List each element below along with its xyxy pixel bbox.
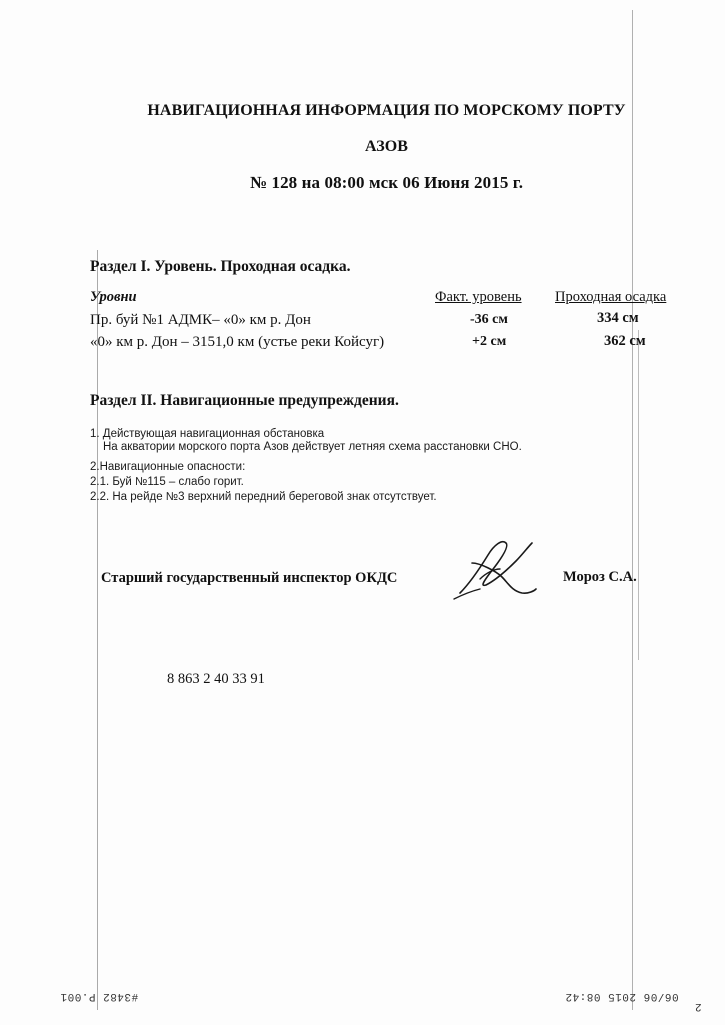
level-row-draft: 362 см: [604, 333, 646, 349]
issue-number-date: № 128 на 08:00 мск 06 Июня 2015 г.: [249, 173, 524, 192]
level-row-name: Пр. буй №1 АДМК– «0» км р. Дон: [90, 312, 311, 328]
section-2-heading: Раздел II. Навигационные предупреждения.: [90, 392, 399, 409]
column-header-levels: Уровни: [90, 289, 137, 305]
document-title: НАВИГАЦИОННАЯ ИНФОРМАЦИЯ ПО МОРСКОМУ ПОРТУ: [147, 102, 626, 119]
contact-phone: 8 863 2 40 33 91: [167, 671, 265, 687]
level-row-fact: +2 см: [472, 334, 507, 349]
warning-item: 2.2. На рейде №3 верхний передний береговой знак отсутствует.: [90, 491, 437, 503]
scan-artifact-line: [632, 10, 633, 1010]
handwritten-signature: [450, 533, 540, 603]
warning-item: 1. Действующая навигационная обстановка: [90, 428, 325, 440]
signer-title: Старший государственный инспектор ОКДС: [101, 570, 398, 586]
level-row-fact: -36 см: [470, 312, 508, 327]
port-name: АЗОВ: [364, 138, 409, 155]
warning-item: 2.Навигационные опасности:: [90, 461, 246, 473]
scan-artifact-line: [638, 330, 639, 660]
fax-date-stamp: 06/06 2015 08:42: [565, 990, 679, 1002]
fax-corner-mark: 2: [695, 1000, 702, 1012]
section-1-heading: Раздел I. Уровень. Проходная осадка.: [90, 258, 351, 275]
signer-name: Мороз С.А.: [563, 569, 637, 585]
warning-item: На акватории морского порта Азов действует летняя схема расстановки СНО.: [103, 441, 522, 453]
level-row-draft: 334 см: [597, 310, 639, 326]
scan-artifact-line: [97, 250, 98, 1010]
column-header-fact-level: Факт. уровень: [435, 289, 522, 305]
fax-page-stamp: #3482 P.001: [60, 990, 139, 1002]
column-header-draft: Проходная осадка: [555, 289, 667, 305]
level-row-name: «0» км р. Дон – 3151,0 км (устье реки Койсуг): [90, 334, 385, 350]
warning-item: 2.1. Буй №115 – слабо горит.: [90, 476, 244, 488]
